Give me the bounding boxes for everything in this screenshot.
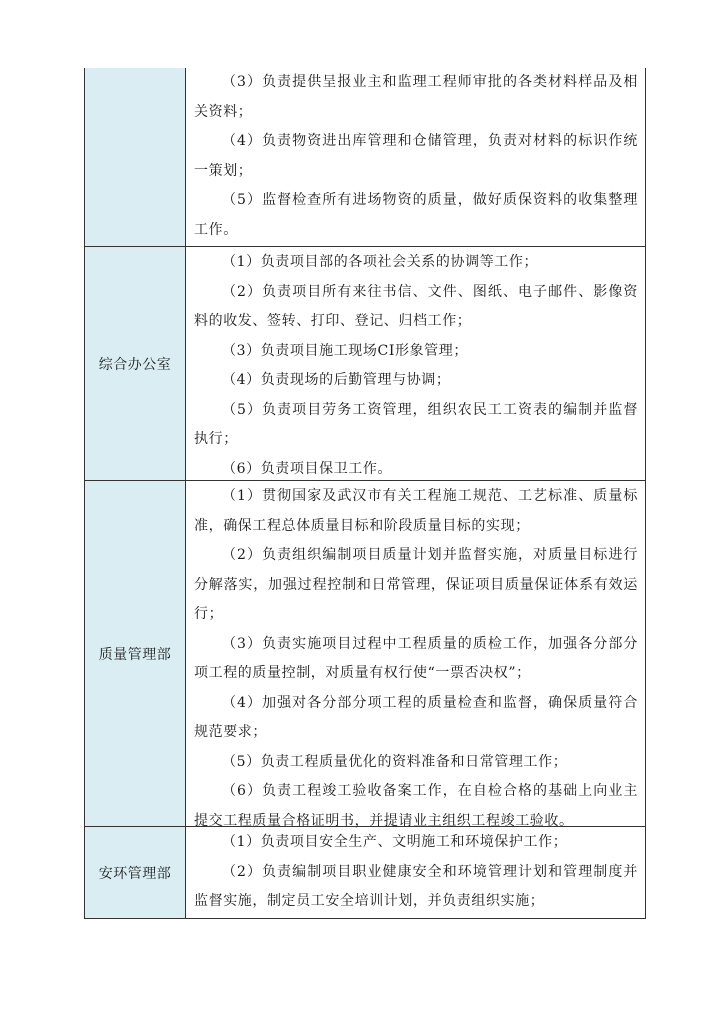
duty-item: （2）负责编制项目职业健康安全和环境管理计划和管理制度并监督实施，制定员工安全培训计划，并负责组织实施； — [194, 863, 638, 909]
duty-item: （4）加强对各分部分项工程的质量检查和监督，确保质量符合规范要求； — [194, 694, 638, 740]
duty-item: （5）负责工程质量优化的资料准备和日常管理工作； — [222, 753, 568, 770]
responsibility-table — [84, 68, 646, 919]
table-row-safety-environment — [85, 826, 645, 918]
duty-item: （4）负责物资进出库管理和仓储管理，负责对材料的标识作统一策划； — [194, 133, 638, 179]
duty-item: （3）负责实施项目过程中工程质量的质检工作，加强各分部分项工程的质量控制，对质量有权行使“一票否决权”； — [194, 635, 638, 681]
department-label: 质量管理部 — [85, 481, 186, 826]
duty-item: （2）负责项目所有来往书信、文件、图纸、电子邮件、影像资料的收发、签转、打印、登记、归档工作； — [194, 283, 638, 329]
duty-item: （4）负责现场的后勤管理与协调； — [222, 372, 451, 388]
department-label: 安环管理部 — [85, 827, 186, 918]
duty-item: （1）贯彻国家及武汉市有关工程施工规范、工艺标准、质量标准，确保工程总体质量目标和阶段质量目标的实现； — [194, 488, 638, 534]
duties-cell — [186, 827, 645, 918]
duty-item: （3）负责项目施工现场CI形象管理； — [222, 342, 468, 359]
department-label: 综合办公室 — [85, 247, 186, 480]
duty-item: （6）负责工程竣工验收备案工作，在自检合格的基础上向业主提交工程质量合格证明书，并提请业主组织工程竣工验收。 — [194, 783, 638, 829]
table-row-general-office — [85, 246, 645, 480]
duty-item: （1）负责项目安全生产、文明施工和环境保护工作； — [222, 834, 568, 850]
table-row-materials — [85, 68, 645, 246]
duty-item: （5）负责项目劳务工资管理，组织农民工工资表的编制并监督执行； — [194, 401, 638, 447]
table-row-quality-management — [85, 480, 645, 829]
duties-cell — [186, 68, 645, 246]
duties-cell — [186, 247, 645, 480]
duty-item: （3）负责提供呈报业主和监理工程师审批的各类材料样品及相关资料； — [194, 74, 638, 120]
department-label — [85, 68, 186, 246]
duty-item: （6）负责项目保卫工作。 — [222, 460, 393, 477]
duty-item: （2）负责组织编制项目质量计划并监督实施，对质量目标进行分解落实，加强过程控制和日常管理，保证项目质量保证体系有效运行； — [194, 547, 638, 622]
duties-cell — [186, 481, 645, 829]
duty-item: （1）负责项目部的各项社会关系的协调等工作； — [222, 254, 539, 270]
duty-item: （5）监督检查所有进场物资的质量，做好质保资料的收集整理工作。 — [194, 192, 638, 238]
